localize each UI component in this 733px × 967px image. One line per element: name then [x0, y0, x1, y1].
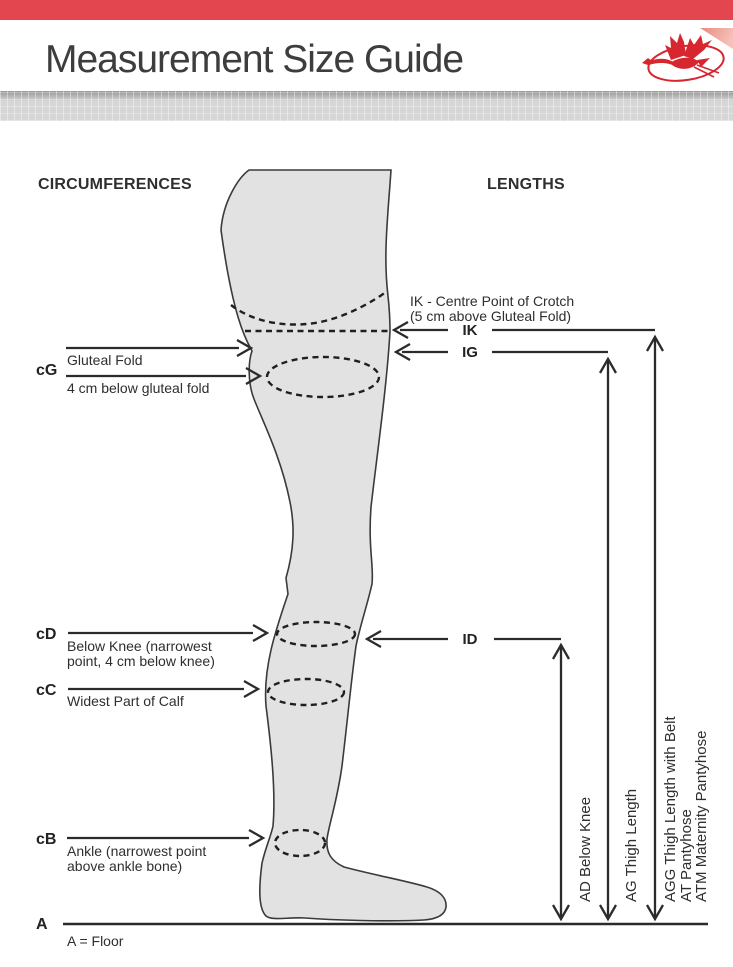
cc-label-line1: Widest Part of Calf — [67, 693, 184, 709]
agg-vertical-label-block — [663, 716, 710, 902]
cg-label-line2: 4 cm below gluteal fold — [67, 380, 210, 396]
ik-note-line2: (5 cm above Gluteal Fold) — [410, 308, 572, 324]
cg-label-line1: Gluteal Fold — [67, 352, 143, 368]
ik-note-line1: IK - Centre Point of Crotch — [410, 293, 575, 309]
cc-arrowhead — [244, 681, 258, 697]
floor-code: A — [36, 916, 48, 933]
cb-arrowhead — [249, 830, 263, 846]
cd-arrowhead — [253, 625, 267, 641]
ag-vertical-label: AG Thigh Length — [623, 788, 640, 902]
ig-marker: IG — [462, 344, 478, 361]
lengths-heading: LENGTHS — [487, 176, 565, 193]
measurement-arrows — [63, 322, 708, 924]
circumferences-heading: CIRCUMFERENCES — [38, 176, 192, 193]
cd-code: cD — [36, 626, 57, 643]
cd-label-line2: point, 4 cm below knee) — [67, 653, 215, 669]
ad-vertical-label: AD Below Knee — [577, 796, 594, 902]
cb-code: cB — [36, 831, 57, 848]
cc-code: cC — [36, 682, 57, 699]
agg-vertical-label-line1: AGG Thigh Length with Belt — [662, 716, 679, 902]
cg-code: cG — [36, 362, 58, 379]
ik-marker: IK — [462, 322, 478, 339]
cb-label-line1: Ankle (narrowest point — [67, 843, 207, 859]
page-title: Measurement Size Guide — [45, 38, 464, 81]
agg-vertical-label-line3: ATM Maternity Pantyhose — [693, 730, 710, 902]
id-marker: ID — [462, 631, 478, 648]
cb-label-line2: above ankle bone) — [67, 858, 183, 874]
agg-vertical-label-line2: AT Pantyhose — [677, 809, 695, 902]
floor-label: A = Floor — [67, 933, 124, 949]
leg-silhouette — [221, 170, 446, 921]
cd-label-line1: Below Knee (narrowest — [67, 638, 212, 654]
